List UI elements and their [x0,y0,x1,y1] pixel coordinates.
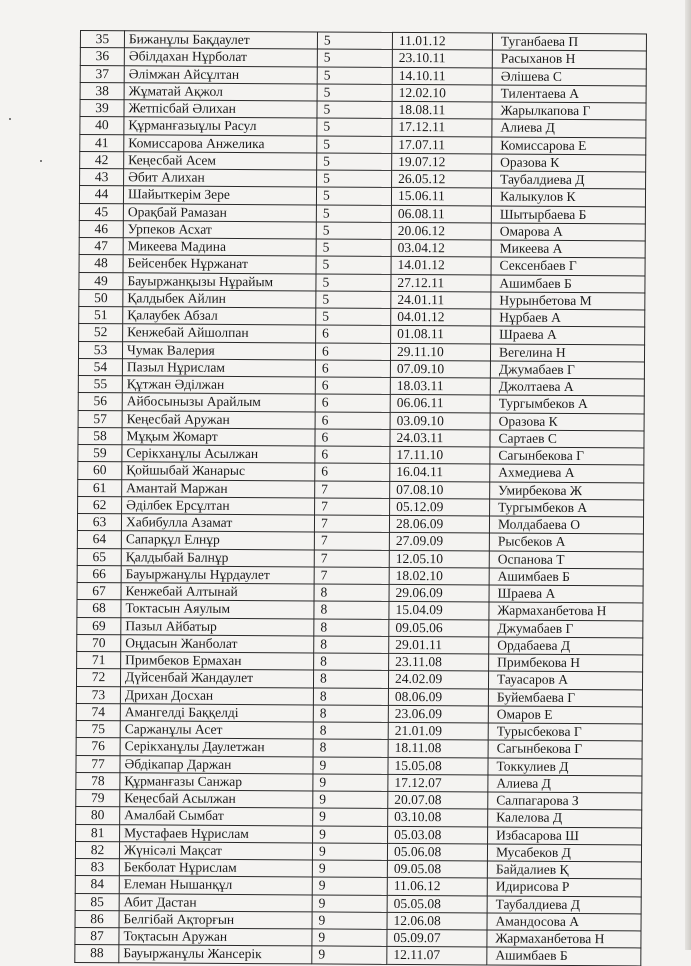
class-grade: 9 [312,929,387,947]
class-grade: 9 [312,912,387,930]
class-grade: 5 [316,222,391,240]
class-grade: 8 [313,687,388,705]
birth-date: 05.06.08 [387,843,487,861]
student-name: Бауыржанұлы Нұрдаулет [121,566,314,584]
row-number: 42 [80,151,124,169]
teacher-name: Джумабаев Г [489,620,643,638]
student-name: Мұқым Жомарт [122,428,315,446]
class-grade: 6 [315,411,390,429]
birth-date: 11.01.12 [392,32,492,50]
student-name: Комиссарова Анжелика [124,134,317,152]
teacher-name: Жарылкапова Г [492,102,646,120]
class-grade: 9 [312,843,387,861]
birth-date: 09.05.06 [389,619,489,637]
teacher-name: Примбекова Н [489,654,643,672]
birth-date: 28.06.09 [389,515,489,533]
birth-date: 27.09.09 [389,533,489,551]
student-name: Орақбай Рамазан [123,203,316,221]
birth-date: 21.01.09 [388,722,488,740]
row-number: 68 [77,600,121,618]
birth-date: 14.01.12 [391,257,491,275]
teacher-name: Джолтаева А [490,378,644,396]
row-number: 88 [75,945,119,963]
teacher-name: Жармаханбетова Н [489,602,643,620]
class-grade: 9 [313,791,388,809]
class-grade: 8 [313,739,388,757]
row-number: 82 [75,841,119,859]
birth-date: 04.01.12 [391,308,491,326]
row-number: 63 [77,513,121,531]
class-grade: 5 [317,32,392,50]
birth-date: 07.09.10 [390,360,490,378]
teacher-name: Шраева А [489,585,643,603]
student-name: Құрманғазыұлы Расул [124,117,317,135]
teacher-name: Сагынбекова Г [490,447,644,465]
class-grade: 5 [316,239,391,257]
birth-date: 27.12.11 [391,274,491,292]
row-number: 86 [75,910,119,928]
row-number: 40 [80,117,124,135]
class-grade: 5 [316,187,391,205]
birth-date: 17.12.11 [392,119,492,137]
student-name: Тоқтасын Аружан [119,928,312,946]
birth-date: 18.02.10 [389,567,489,585]
class-grade: 8 [314,584,389,602]
teacher-name: Мусабеков Д [487,844,641,862]
row-number: 84 [75,876,119,894]
teacher-name: Туганбаева П [492,33,646,51]
row-number: 67 [77,582,121,600]
student-name: Абит Дастан [119,893,312,911]
row-number: 58 [78,427,122,445]
scan-speck [40,160,42,162]
student-name: Белгібай Ақторғын [119,911,312,929]
row-number: 75 [76,720,120,738]
student-name: Құрманғазы Санжар [120,773,313,791]
student-name: Шайыткерім Зере [123,186,316,204]
teacher-name: Тилентаева А [492,85,646,103]
teacher-name: Омаров Е [488,706,642,724]
birth-date: 17.07.11 [392,136,492,154]
row-number: 65 [77,548,121,566]
student-name: Оңдасын Жанболат [121,635,314,653]
row-number: 70 [77,634,121,652]
class-grade: 6 [315,446,390,464]
birth-date: 07.08.10 [390,481,490,499]
row-number: 38 [80,82,124,100]
teacher-name: Сексенбаев Г [491,257,645,275]
student-name: Бауыржанұлы Жансерік [119,945,312,963]
student-name: Кеңесбай Аружан [122,410,315,428]
row-number: 61 [78,479,122,497]
teacher-name: Шраева А [491,326,645,344]
student-name: Токтасын Аяулым [121,600,314,618]
birth-date: 15.05.08 [388,757,488,775]
student-name: Елеман Нышанқұл [119,876,312,894]
class-grade: 9 [313,774,388,792]
student-name: Әділбек Ерсұлтан [122,497,315,515]
row-number: 52 [79,324,123,342]
birth-date: 05.03.08 [388,826,488,844]
row-number: 43 [80,169,124,187]
row-number: 77 [76,755,120,773]
student-name: Амангелді Баққелді [120,704,313,722]
row-number: 78 [76,772,120,790]
student-name: Дүйсенбай Жандаулет [120,669,313,687]
student-name: Бейсенбек Нұржанат [123,255,316,273]
birth-date: 24.01.11 [391,291,491,309]
row-number: 76 [76,738,120,756]
teacher-name: Вегелина Н [490,344,644,362]
teacher-name: Расыханов Н [492,50,646,68]
class-grade: 8 [313,670,388,688]
birth-date: 17.12.07 [388,774,488,792]
class-grade: 6 [315,463,390,481]
row-number: 46 [79,220,123,238]
birth-date: 29.06.09 [389,584,489,602]
birth-date: 26.05.12 [392,170,492,188]
row-number: 81 [76,824,120,842]
class-grade: 7 [314,549,389,567]
birth-date: 08.06.09 [388,688,488,706]
birth-date: 09.05.08 [387,860,487,878]
teacher-name: Турысбекова Г [488,723,642,741]
teacher-name: Әлішева С [492,68,646,86]
student-name: Қалаубек Абзал [123,307,316,325]
teacher-name: Амандосова А [487,913,641,931]
birth-date: 23.11.08 [389,653,489,671]
student-name: Чумак Валерия [122,341,315,359]
teacher-name: Ашимбаев Б [487,947,641,965]
row-number: 73 [76,686,120,704]
student-name: Пазыл Айбатыр [121,617,314,635]
scan-speck [9,118,11,120]
row-number: 45 [79,203,123,221]
student-name: Қалдыбай Балнұр [121,548,314,566]
teacher-name: Жармаханбетова Н [487,930,641,948]
row-number: 55 [78,375,122,393]
teacher-name: Сартаев С [490,430,644,448]
class-grade: 6 [315,429,390,447]
row-number: 56 [78,393,122,411]
teacher-name: Омарова А [491,223,645,241]
class-grade: 5 [317,49,392,67]
row-number: 50 [79,289,123,307]
class-grade: 7 [314,532,389,550]
student-name: Айбосынызы Арайлым [122,393,315,411]
row-number: 57 [78,410,122,428]
teacher-name: Токкулиев Д [488,758,642,776]
student-name: Қалдыбек Айлин [123,290,316,308]
birth-date: 12.02.10 [392,84,492,102]
birth-date: 12.05.10 [389,550,489,568]
teacher-name: Алиева Д [492,119,646,137]
birth-date: 29.11.10 [390,343,490,361]
student-table-body [75,31,647,966]
teacher-name: Рысбеков А [489,533,643,551]
class-grade: 5 [317,84,392,102]
teacher-name: Калелова Д [488,809,642,827]
birth-date: 17.11.10 [390,446,490,464]
row-number: 85 [75,893,119,911]
class-grade: 8 [314,618,389,636]
row-number: 39 [80,100,124,118]
table-row [75,945,641,966]
class-grade: 5 [316,256,391,274]
class-grade: 9 [312,860,387,878]
student-name: Әбілдахан Нұрболат [124,48,317,66]
birth-date: 05.05.08 [387,895,487,913]
row-number: 47 [79,237,123,255]
class-grade: 6 [315,360,390,378]
class-grade: 6 [315,342,390,360]
teacher-name: Сагынбекова Г [488,740,642,758]
birth-date: 18.03.11 [390,377,490,395]
teacher-name: Ашимбаев Б [491,275,645,293]
student-name: Қойшыбай Жанарыс [122,462,315,480]
birth-date: 05.09.07 [387,929,487,947]
birth-date: 03.09.10 [390,412,490,430]
row-number: 49 [79,272,123,290]
student-name: Саржанұлы Асет [120,721,313,739]
birth-date: 16.04.11 [390,464,490,482]
class-grade: 5 [317,66,392,84]
teacher-name: Ахмедиева А [490,464,644,482]
birth-date: 14.10.11 [392,67,492,85]
class-grade: 5 [317,101,392,119]
birth-date: 23.10.11 [392,50,492,68]
student-table [74,30,647,966]
teacher-name: Молдабаева О [489,516,643,534]
class-grade: 9 [312,946,387,964]
teacher-name: Ордабаева Д [489,637,643,655]
teacher-name: Байдалиев Қ [487,861,641,879]
class-grade: 6 [315,377,390,395]
row-number: 54 [78,358,122,376]
student-name: Примбеков Ермахан [121,652,314,670]
teacher-name: Микеева А [491,240,645,258]
row-number: 64 [77,531,121,549]
birth-date: 19.07.12 [392,153,492,171]
student-name: Серікханұлы Даулетжан [120,738,313,756]
teacher-name: Оразова К [492,154,646,172]
teacher-name: Ашимбаев Б [489,568,643,586]
student-name: Амантай Маржан [122,479,315,497]
class-grade: 5 [317,135,392,153]
birth-date: 20.06.12 [391,222,491,240]
student-name: Бекболат Нұрислам [119,859,312,877]
row-number: 59 [78,444,122,462]
document-sheet [74,30,647,966]
class-grade: 9 [313,825,388,843]
row-number: 71 [77,651,121,669]
row-number: 51 [79,306,123,324]
student-name: Пазыл Нұрислам [122,359,315,377]
birth-date: 15.06.11 [391,188,491,206]
birth-date: 18.11.08 [388,740,488,758]
student-name: Құтжан Әділжан [122,376,315,394]
row-number: 87 [75,927,119,945]
row-number: 69 [77,617,121,635]
student-name: Жүнісәлі Мақсат [119,842,312,860]
birth-date: 24.03.11 [390,429,490,447]
teacher-name: Оразова К [490,413,644,431]
teacher-name: Салпагарова З [488,792,642,810]
row-number: 83 [75,858,119,876]
class-grade: 7 [315,498,390,516]
row-number: 48 [79,255,123,273]
student-name: Серікханұлы Асылжан [122,445,315,463]
row-number: 37 [80,65,124,83]
student-name: Әбит Алихан [124,169,317,187]
birth-date: 29.01.11 [389,636,489,654]
class-grade: 6 [315,394,390,412]
row-number: 72 [76,669,120,687]
teacher-name: Джумабаев Г [490,361,644,379]
teacher-name: Избасарова Ш [488,827,642,845]
birth-date: 03.10.08 [388,809,488,827]
student-name: Амалбай Сымбат [120,807,313,825]
student-name: Әбдікапар Даржан [120,755,313,773]
row-number: 62 [78,496,122,514]
class-grade: 5 [317,118,392,136]
student-name: Кеңесбай Асем [124,152,317,170]
birth-date: 11.06.12 [387,878,487,896]
student-name: Урпеков Асхат [123,221,316,239]
teacher-name: Тауасаров А [488,671,642,689]
student-name: Микеева Мадина [123,238,316,256]
birth-date: 06.06.11 [390,395,490,413]
student-name: Дрихан Досхан [120,686,313,704]
class-grade: 8 [313,705,388,723]
teacher-name: Оспанова Т [489,551,643,569]
teacher-name: Тургымбеков А [490,499,644,517]
teacher-name: Умирбекова Ж [490,482,644,500]
birth-date: 12.11.07 [387,947,487,965]
student-name: Кеңесбай Асылжан [120,790,313,808]
birth-date: 18.08.11 [392,101,492,119]
teacher-name: Калыкулов К [491,188,645,206]
class-grade: 8 [314,636,389,654]
teacher-name: Алиева Д [488,775,642,793]
class-grade: 5 [316,291,391,309]
row-number: 41 [80,134,124,152]
birth-date: 24.02.09 [388,671,488,689]
row-number: 44 [79,186,123,204]
student-name: Кенжебай Алтынай [121,583,314,601]
teacher-name: Таубалдиева Д [487,896,641,914]
teacher-name: Шытырбаева Б [491,206,645,224]
student-name: Бижанұлы Бақдаулет [124,31,317,49]
row-number: 79 [76,789,120,807]
student-name: Кенжебай Айшолпан [123,324,316,342]
birth-date: 03.04.12 [391,239,491,257]
teacher-name: Комиссарова Е [492,137,646,155]
row-number: 36 [80,48,124,66]
birth-date: 23.06.09 [388,705,488,723]
class-grade: 9 [312,894,387,912]
teacher-name: Идирисова Р [487,878,641,896]
student-name: Мустафаев Нұрислам [120,824,313,842]
teacher-name: Тургымбеков А [490,395,644,413]
student-name: Жұматай Ақжол [124,83,317,101]
teacher-name: Таубалдиева Д [492,171,646,189]
student-name: Бауыржанқызы Нұрайым [123,272,316,290]
row-number: 35 [80,31,124,49]
class-grade: 8 [313,722,388,740]
class-grade: 5 [316,308,391,326]
student-name: Сапарқұл Елнұр [121,531,314,549]
birth-date: 15.04.09 [389,602,489,620]
class-grade: 7 [314,515,389,533]
teacher-name: Нұрбаев А [491,309,645,327]
student-name: Жетпісбай Әлихан [124,100,317,118]
class-grade: 9 [313,808,388,826]
birth-date: 01.08.11 [391,326,491,344]
birth-date: 20.07.08 [388,791,488,809]
class-grade: 7 [315,480,390,498]
class-grade: 9 [313,756,388,774]
birth-date: 12.06.08 [387,912,487,930]
class-grade: 5 [317,153,392,171]
class-grade: 9 [312,877,387,895]
row-number: 60 [78,462,122,480]
row-number: 74 [76,703,120,721]
class-grade: 8 [314,653,389,671]
class-grade: 5 [316,204,391,222]
teacher-name: Буйембаева Г [488,689,642,707]
student-name: Хабибулла Азамат [121,514,314,532]
class-grade: 6 [316,325,391,343]
row-number: 53 [78,341,122,359]
birth-date: 06.08.11 [391,205,491,223]
row-number: 80 [76,807,120,825]
class-grade: 5 [317,170,392,188]
row-number: 66 [77,565,121,583]
student-name: Әлімжан Айсұлтан [124,65,317,83]
class-grade: 5 [316,273,391,291]
teacher-name: Нурынбетова М [491,292,645,310]
birth-date: 05.12.09 [390,498,490,516]
class-grade: 8 [314,601,389,619]
page-edge [685,0,691,950]
class-grade: 7 [314,567,389,585]
